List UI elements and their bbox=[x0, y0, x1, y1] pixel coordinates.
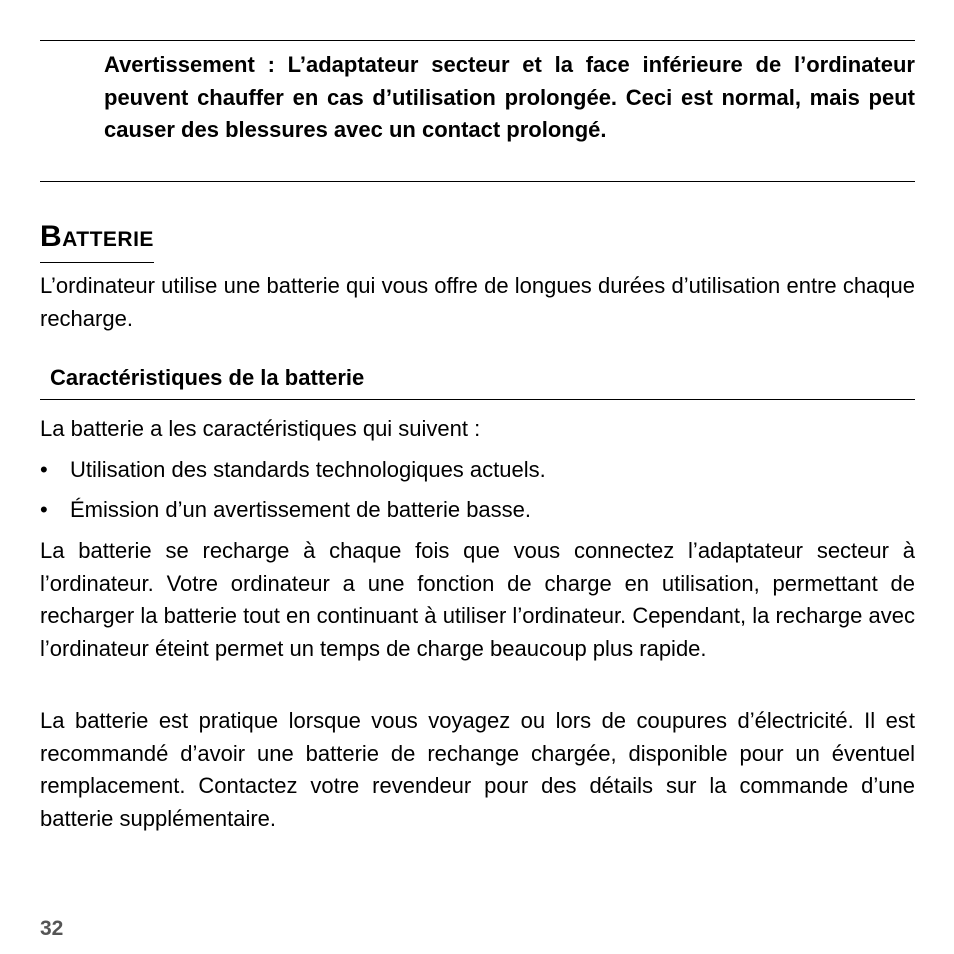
list-item-text: Utilisation des standards technologiques actuels. bbox=[70, 457, 546, 482]
paragraph-charging: La batterie se recharge à chaque fois que vous connectez l’adaptateur secteur à l’ordinateur. Votre ordinateur a une fonction de charge en utilisation, permettant de recharger la batterie tout en continuant à utiliser l’ordinateur. Cependant, la recharge avec l’ordinateur éteint permet un temps de charge beaucoup plus rapide. bbox=[40, 538, 915, 661]
list-item bbox=[40, 454, 546, 486]
warning-box bbox=[40, 40, 915, 182]
subsection-header bbox=[40, 358, 915, 400]
list-item-text: Émission d’un avertissement de batterie basse. bbox=[70, 497, 532, 522]
warning-text: Avertissement : L’adaptateur secteur et la face inférieure de l’ordinateur peuvent chauffer en cas d’utilisation prolongée. Ceci est normal, mais peut causer des blessures avec un contact prolongé. bbox=[104, 52, 915, 142]
subsection-title: Caractéristiques de la batterie bbox=[50, 365, 365, 390]
bullet-mark: • bbox=[40, 497, 48, 522]
document-page bbox=[40, 0, 915, 954]
section-title: Batterie bbox=[40, 212, 154, 263]
page-number: 32 bbox=[40, 917, 64, 940]
feature-list bbox=[40, 454, 546, 534]
list-item bbox=[40, 494, 546, 526]
bullet-mark: • bbox=[40, 457, 48, 482]
paragraph-travel: La batterie est pratique lorsque vous voyagez ou lors de coupures d’électricité. Il est recommandé d’avoir une batterie de rechange chargée, disponible pour un éventuel remplacement. Contactez votre revendeur pour des détails sur la commande d’une batterie supplémentaire. bbox=[40, 708, 915, 831]
section-intro: L’ordinateur utilise une batterie qui vous offre de longues durées d’utilisation entre chaque recharge. bbox=[40, 273, 915, 331]
subsection-lead: La batterie a les caractéristiques qui suivent : bbox=[40, 416, 481, 441]
